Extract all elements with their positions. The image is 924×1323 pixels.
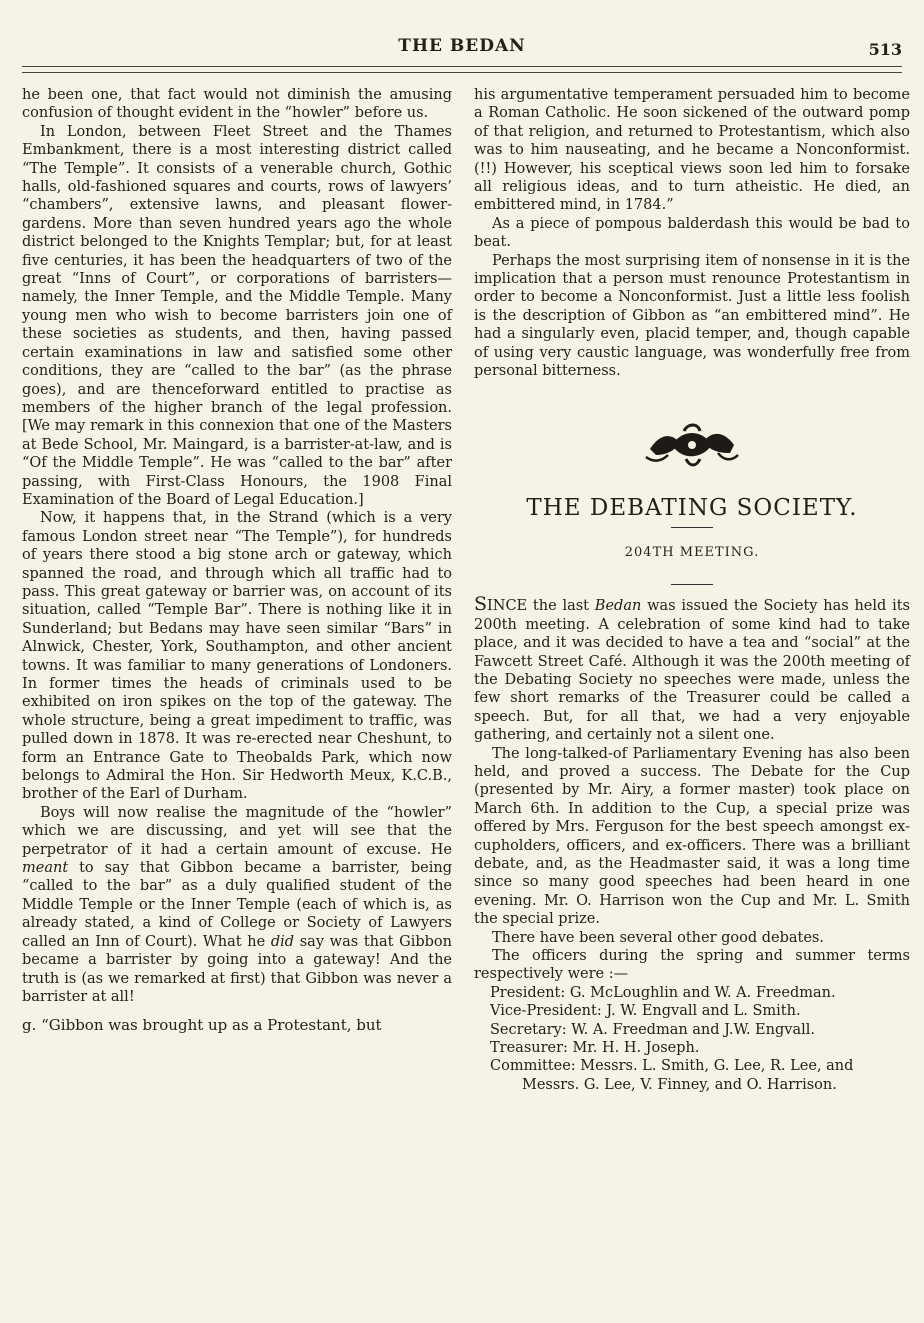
paragraph: The long-talked-of Parliamentary Evening has also been held, and proved a success. The Debate for the Cup (presented by Mr. Airy, a former master) took place on March 6th. In addition to the Cup, a special prize was offered by Mrs. Ferguson for the best speech amongst ex-cupholders, officers, and ex-officers. There was a brilliant debate, and, as the Headmaster said, it was a long time since so many good speeches had been heard in one evening. Mr. O. Harrison won the Cup and Mr. L. Smith the special prize. xyxy=(474,745,910,928)
text-run: INCE the last xyxy=(487,598,595,615)
officer-entry: Treasurer: Mr. H. H. Joseph. xyxy=(490,1040,700,1057)
fleuron-ornament-icon xyxy=(642,419,742,471)
officer-entry: Committee: Messrs. L. Smith, G. Lee, R. Lee, and Messrs. G. Lee, V. Finney, and O. Harrison. xyxy=(490,1058,854,1093)
paragraph: he been one, that fact would not diminish the amusing confusion of thought evident in the “howler” before us. xyxy=(22,87,452,122)
short-rule xyxy=(671,584,713,585)
italic-word: Bedan xyxy=(594,598,642,615)
paragraph: Now, it happens that, in the Strand (which is a very famous London street near “The Temple”), for hundreds of years there stood a big stone arch or gateway, which spanned the road, and through which all traffic had to pass. This great gateway or barrier was, on account of its situation, called “Temple Bar”. There is nothing like it in Sunderland; but Bedans may have seen similar “Bars” in Alnwick, Chester, York, Southampton, and other ancient towns. It was familiar to many generations of Londoners. In former times the heads of criminals used to be exhibited on iron spikes on the top of the gateway. The whole structure, being a great impediment to traffic, was pulled down in 1878. It was re-erected near Cheshunt, to form an Entrance Gate to Theobalds Park, which now belongs to Admiral the Hon. Sir Hedworth Meux, K.C.B., brother of the Earl of Durham. xyxy=(22,510,452,803)
text-run: say was that Gibbon became a barrister by going into a gateway! And the truth is (as we remarked at first) that Gibbon was never a barrister at all! xyxy=(22,933,453,1005)
officer-entry: President: G. McLoughlin and W. A. Freedman. xyxy=(490,984,836,1001)
paragraph: Perhaps the most surprising item of nonsense in it is the implication that a person must renounce Protestantism in order to become a Nonconformist. Just a little less foolish is the description of Gibbon as “an embittered mind”. He had a singularly even, placid temper, and, though capable of using very caustic language, was wonderfully free from personal bitterness. xyxy=(474,252,910,380)
italic-word: meant xyxy=(22,860,69,877)
paragraph: There have been several other good debates. xyxy=(492,929,824,946)
left-column xyxy=(22,86,452,1035)
officers-list xyxy=(490,984,910,1094)
running-title: THE BEDAN xyxy=(398,36,526,56)
short-rule xyxy=(671,527,713,528)
paragraph: g. “Gibbon was brought up as a Protestant, but xyxy=(22,1016,382,1035)
text-run: Boys will now realise the magnitude of the “howler” which we are discussing, and yet will see that the perpetrator of it had a certain amount of excuse. He xyxy=(22,804,452,858)
text-run: was issued the Society has held its 200th meeting. A celebration of some kind had to take place, and it was decided to have a tea and “social” at the Fawcett Street Café. Although it was the 200th meeting of the Debating Society no speeches were made, unless the few short remarks of the Treasurer could be called a speech. But, for all that, we had a very enjoyable gathering, and certainly not a silent one. xyxy=(474,598,911,744)
text-run: to say that Gibbon became a barrister, being “called to the bar” as a duly qualified student of the Middle Temple or the Inner Temple (each of which is, as already stated, a kind of College or Society of Lawyers called an Inn of Court). What he xyxy=(22,860,452,950)
paragraph xyxy=(474,595,910,744)
paragraph xyxy=(22,804,452,1006)
officer-entry: Vice-President: J. W. Engvall and L. Smith. xyxy=(490,1003,801,1020)
header-rule-double xyxy=(22,72,902,73)
italic-word: did xyxy=(270,933,295,950)
right-column xyxy=(474,86,910,1094)
officer-entry: Secretary: W. A. Freedman and J.W. Engvall. xyxy=(490,1021,815,1038)
meeting-heading: 204TH MEETING. xyxy=(624,544,760,560)
section-title: THE DEBATING SOCIETY. xyxy=(526,494,858,521)
page-number: 513 xyxy=(868,40,902,59)
paragraph: In London, between Fleet Street and the Thames Embankment, there is a most interesting district called “The Temple”. It consists of a venerable church, Gothic halls, old-fashioned squares and courts, rows of lawyers’ “chambers”, extensive lawns, and pleasant flower-gardens. More than seven hundred years ago the whole district belonged to the Knights Templar; but, for at least five centuries, it has been the headquarters of two of the great “Inns of Court”, or corporations of barristers—namely, the Inner Temple, and the Middle Temple. Many young men who wish to become barristers join one of these societies as students, and then, having passed certain examinations in law and satisfied some other conditions, they are “called to the bar” (as the phrase goes), and are thenceforward entitled to practise as members of the higher branch of the legal profession. [We may remark in this connexion that one of the Masters at Bede School, Mr. Maingard, is a barrister-at-law, and is “Of the Middle Temple”. He was “called to the bar” after passing, with First-Class Honours, the 1908 Final Examination of the Board of Legal Education.] xyxy=(22,123,452,508)
paragraph: As a piece of pompous balderdash this would be bad to beat. xyxy=(474,215,910,251)
paragraph: his argumentative temperament persuaded him to become a Roman Catholic. He soon sickened of the outward pomp of that religion, and returned to Protestantism, which also was to him nauseating, and he became a Nonconformist. (!!) However, his sceptical views soon led him to forsake all religious ideas, and to turn atheistic. He died, an embittered mind, in 1784.” xyxy=(474,87,910,214)
drop-cap: S xyxy=(474,593,488,616)
paragraph: The officers during the spring and summer terms respectively were :— xyxy=(474,948,910,983)
header-rule xyxy=(22,66,902,67)
